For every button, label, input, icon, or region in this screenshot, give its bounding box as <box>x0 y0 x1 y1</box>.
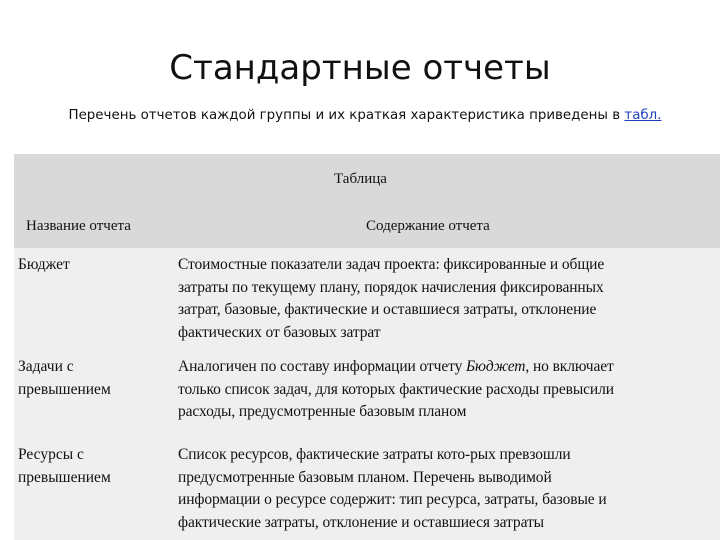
report-name-cell <box>18 254 168 277</box>
table-reference-link[interactable]: табл. <box>624 108 662 123</box>
report-content-cell <box>178 254 718 344</box>
report-content-line: информации о ресурсе содержит: тип ресурса, затраты, базовые и <box>178 491 607 508</box>
report-content-line: Аналогичен по составу информации отчету Бюджет, но включает <box>178 358 614 375</box>
report-name-cell <box>18 356 168 401</box>
report-name-cell <box>18 444 168 489</box>
report-content-cell <box>178 356 718 424</box>
report-content-line: расходы, предусмотренные базовым планом <box>178 403 467 420</box>
table-body <box>14 248 720 540</box>
subtitle-text: Перечень отчетов каждой группы и их краткая характеристика приведены в <box>68 108 625 123</box>
report-content-line: фактические затраты, отклонение и оставшиеся затраты <box>178 513 544 531</box>
report-content-line: фактических от базовых затрат <box>178 323 381 341</box>
report-name-line: Задачи с <box>18 358 74 375</box>
table-header <box>14 154 720 248</box>
report-content-line: предусмотренные базовым планом. Перечень выводимой <box>178 468 552 486</box>
report-name-line: Ресурсы с <box>18 446 84 463</box>
report-content-line: Стоимостные показатели задач проекта: фиксированные и общие <box>178 256 605 273</box>
report-name-line: превышением <box>18 380 111 398</box>
report-name-line: Бюджет <box>18 256 70 273</box>
column-header-content: Содержание отчета <box>366 218 490 234</box>
table-caption: Таблица <box>334 171 387 187</box>
report-content-line: только список задач, для которых фактические расходы превысили <box>178 380 614 398</box>
report-content-line: затраты по текущему плану, порядок начисления фиксированных <box>178 278 604 296</box>
slide-title: Стандартные отчеты <box>169 48 551 88</box>
reports-table <box>14 154 720 540</box>
report-content-cell <box>178 444 718 534</box>
column-header-name: Название отчета <box>26 218 131 234</box>
slide-subtitle <box>10 106 720 126</box>
report-content-line: Список ресурсов, фактические затраты кото-рых превзошли <box>178 446 571 463</box>
report-content-line: затрат, базовые, фактические и оставшиеся затраты, отклонение <box>178 301 597 318</box>
report-name-line: превышением <box>18 468 111 486</box>
